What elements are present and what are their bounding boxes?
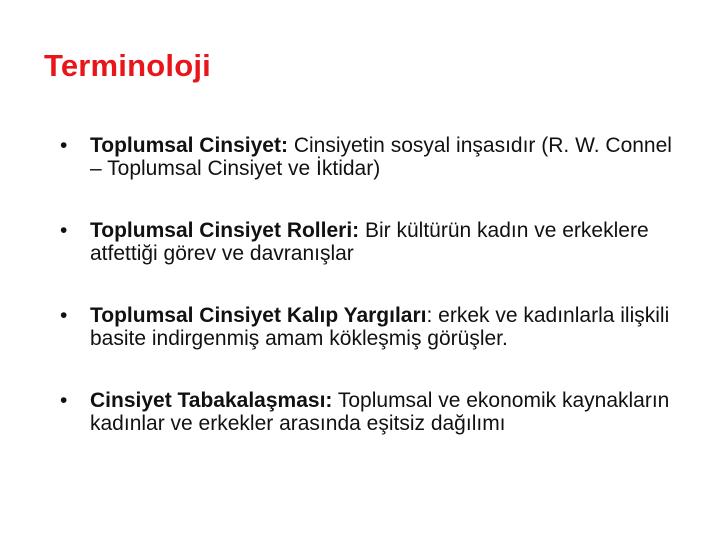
bullet-item-cinsiyet-tabakalasmasi [60, 389, 680, 435]
bullet-text: Cinsiyetin sosyal inşasıdır (R. W. Connel – Toplumsal Cinsiyet ve İktidar) [90, 134, 672, 180]
bullet-icon: • [60, 219, 68, 242]
bullet-term: Toplumsal Cinsiyet: [90, 134, 288, 157]
bullet-item-kalip-yargilari [60, 304, 680, 350]
bullet-icon: • [60, 304, 68, 327]
bullet-term: Toplumsal Cinsiyet Kalıp Yargıları [90, 304, 427, 327]
bullet-term: Toplumsal Cinsiyet Rolleri: [90, 219, 360, 242]
bullet-term: Cinsiyet Tabakalaşması: [90, 389, 333, 412]
bullet-text: : erkek ve kadınlarla ilişkili basite indirgenmiş amam kökleşmiş görüşler. [90, 304, 670, 350]
bullet-icon: • [60, 389, 68, 412]
bullet-item-toplumsal-cinsiyet [60, 134, 680, 180]
bullet-item-cinsiyet-rolleri [60, 219, 680, 265]
bullet-icon: • [60, 134, 68, 157]
slide-title: Terminoloji [44, 48, 211, 83]
bullet-list [60, 134, 680, 474]
bullet-text: Bir kültürün kadın ve erkeklere atfettiği görev ve davranışlar [90, 219, 649, 265]
bullet-text: Toplumsal ve ekonomik kaynakların kadınlar ve erkekler arasında eşitsiz dağılımı [90, 389, 670, 435]
